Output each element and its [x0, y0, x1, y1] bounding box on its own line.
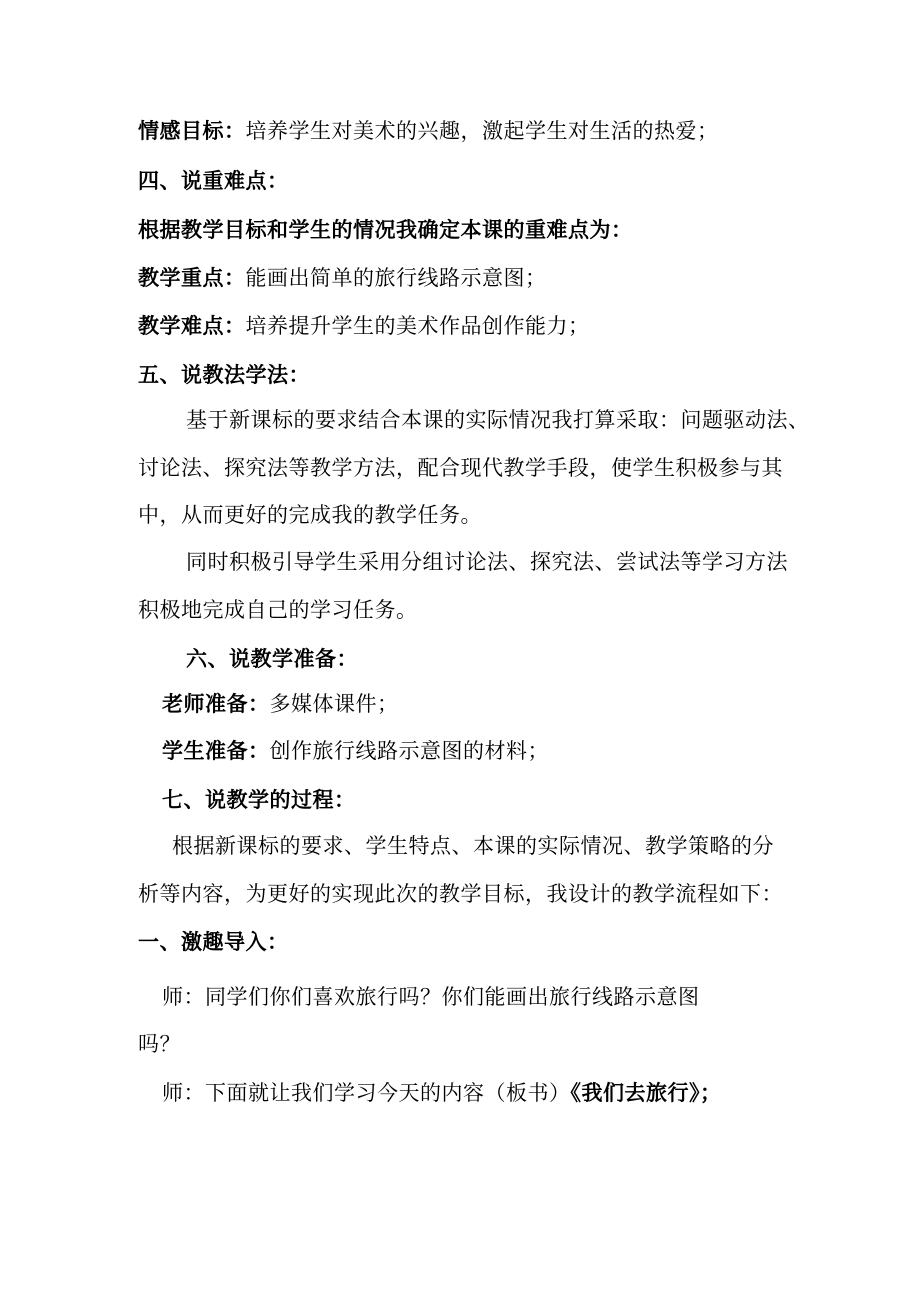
step-1-heading: 一、激趣导入： — [138, 930, 289, 954]
section-7-heading: 七、说教学的过程： — [162, 788, 356, 812]
student-prep-line — [162, 737, 549, 765]
teacher-intro-text: 师：下面就让我们学习今天的内容（板书） — [162, 1081, 571, 1105]
section-5-paragraph-1-line-3: 中，从而更好的完成我的教学任务。 — [138, 503, 482, 527]
teacher-intro-line — [162, 1079, 722, 1107]
affective-goal-line — [138, 117, 719, 145]
lesson-title: 《我们去旅行》； — [570, 1081, 722, 1105]
difficult-point-text: 培养提升学生的美术作品创作能力； — [245, 314, 590, 338]
section-5-paragraph-1-line-1: 基于新课标的要求结合本课的实际情况我打算采取：问题驱动法、 — [186, 408, 810, 432]
difficult-point-line — [138, 312, 590, 340]
section-5-paragraph-1-line-2: 讨论法、探究法等教学方法，配合现代教学手段，使学生积极参与其 — [138, 456, 783, 480]
affective-goal-text: 培养学生对美术的兴趣，激起学生对生活的热爱； — [245, 119, 719, 143]
section-7-paragraph-line-2: 析等内容，为更好的实现此次的教学目标，我设计的教学流程如下： — [138, 882, 783, 906]
section-5-heading: 五、说教法学法： — [138, 363, 310, 387]
student-prep-text: 创作旅行线路示意图的材料； — [269, 739, 549, 763]
teacher-prep-line — [162, 690, 399, 718]
affective-goal-label: 情感目标： — [138, 119, 246, 143]
section-7-paragraph-line-1: 根据新课标的要求、学生特点、本课的实际情况、教学策略的分 — [172, 834, 774, 858]
teacher-prep-label: 老师准备： — [162, 692, 270, 716]
difficult-point-label: 教学难点： — [138, 314, 246, 338]
section-5-paragraph-2-line-2: 积极地完成自己的学习任务。 — [138, 598, 418, 622]
section-4-heading: 四、说重难点： — [138, 169, 289, 193]
teacher-question-line-1: 师：同学们你们喜欢旅行吗？你们能画出旅行线路示意图 — [162, 985, 700, 1009]
key-point-text: 能画出简单的旅行线路示意图； — [245, 266, 547, 290]
key-point-line — [138, 264, 547, 292]
student-prep-label: 学生准备： — [162, 739, 270, 763]
section-5-paragraph-2-line-1: 同时积极引导学生采用分组讨论法、探究法、尝试法等学习方法 — [186, 550, 788, 574]
teacher-prep-text: 多媒体课件； — [269, 692, 399, 716]
section-6-heading: 六、说教学准备： — [186, 647, 358, 671]
section-4-intro: 根据教学目标和学生的情况我确定本课的重难点为： — [138, 218, 633, 242]
teacher-question-line-2: 吗？ — [138, 1032, 181, 1056]
key-point-label: 教学重点： — [138, 266, 246, 290]
